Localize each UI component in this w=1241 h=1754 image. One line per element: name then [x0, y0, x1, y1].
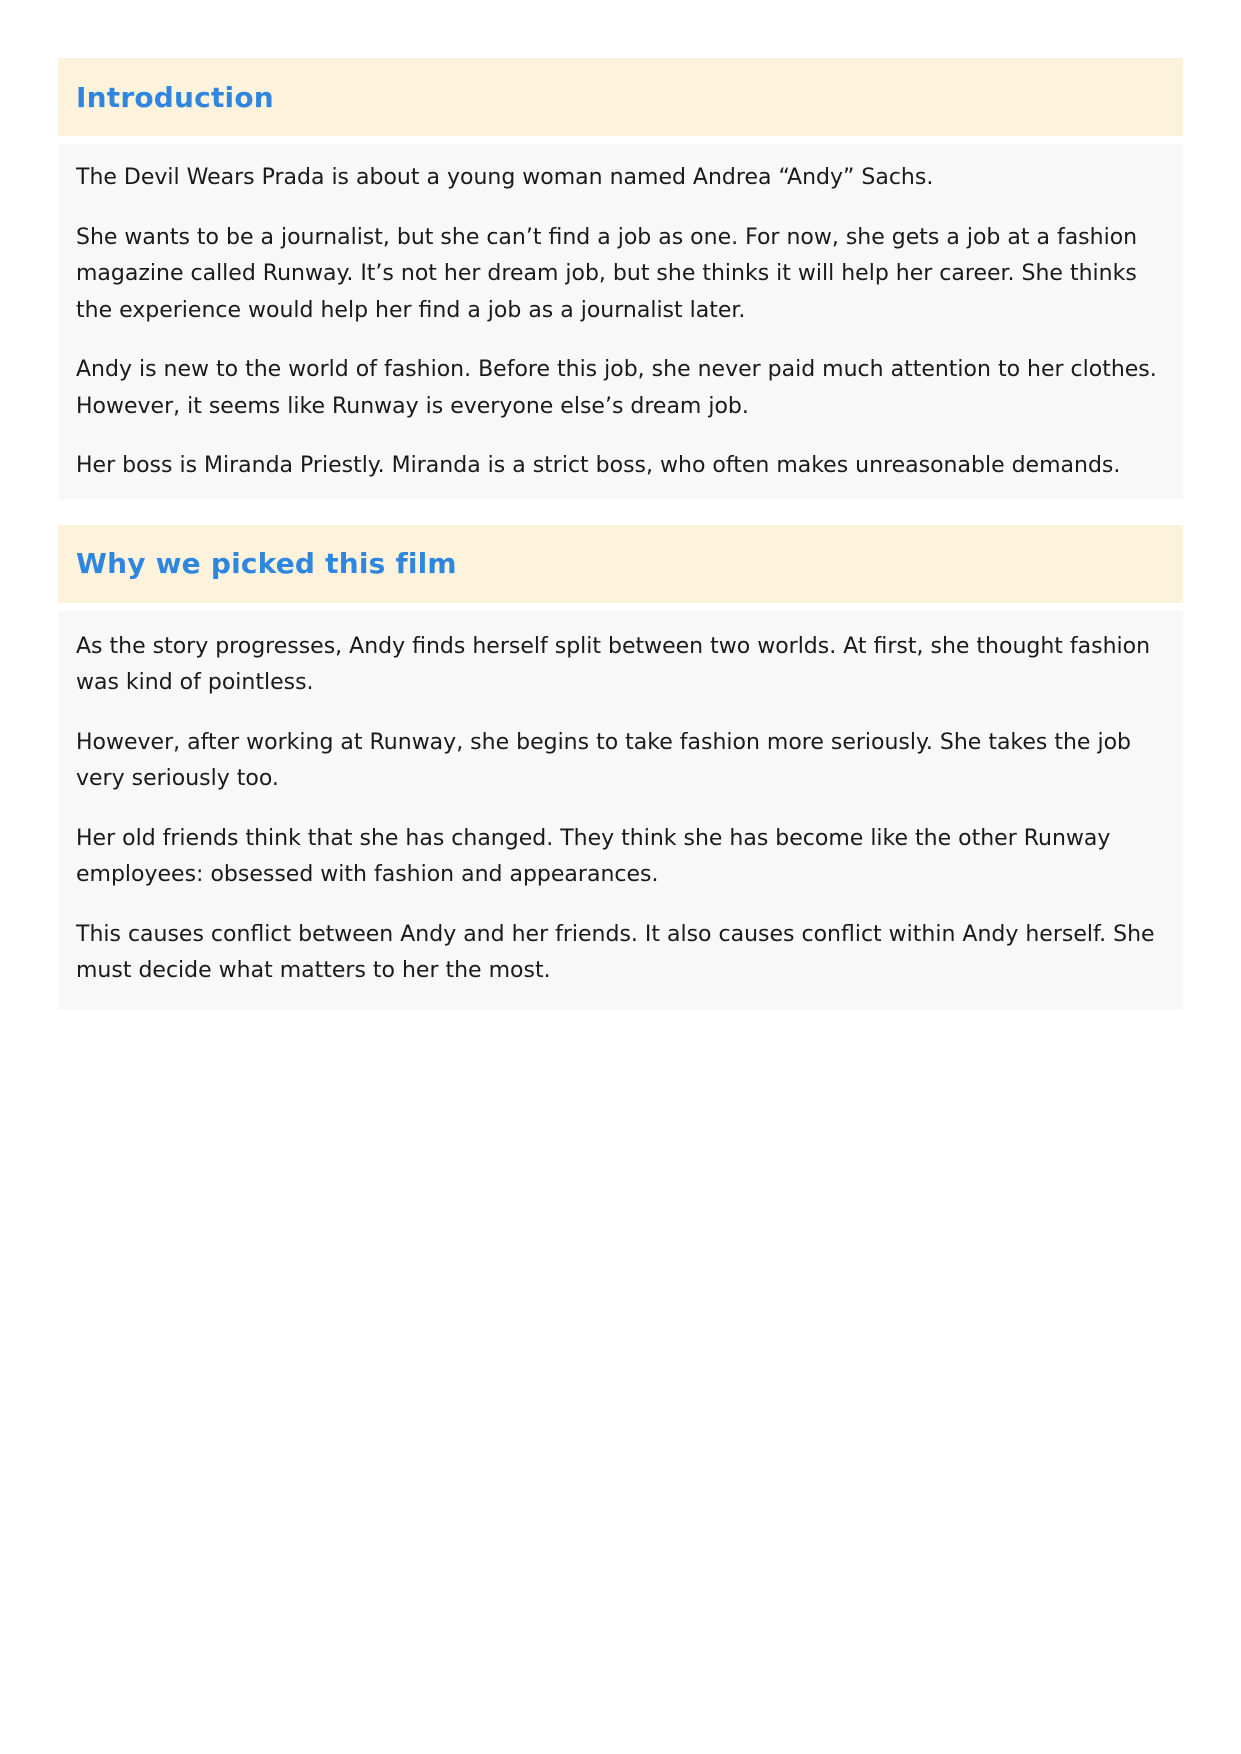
- section-title: Introduction: [76, 80, 274, 114]
- paragraph: Her old friends think that she has changed. They think she has become like the other Runway employees: obsessed with fashion and appearances.: [76, 825, 1111, 887]
- paragraph: The Devil Wears Prada is about a young woman named Andrea “Andy” Sachs.: [76, 165, 934, 190]
- paragraph: She wants to be a journalist, but she can’t find a job as one. For now, she gets a job at a fashion magazine called Runway. It’s not her dream job, but she thinks it will help her career. She thinks the experience would help her find a job as a journalist later.: [76, 224, 1138, 323]
- section-header: [58, 58, 1183, 136]
- section-header: [58, 525, 1183, 603]
- document-page: [58, 58, 1183, 1036]
- section-body: [58, 144, 1183, 499]
- introduction-section: [58, 58, 1183, 499]
- paragraph: This causes conflict between Andy and her friends. It also causes conflict within Andy herself. She must decide what matters to her the most.: [76, 921, 1155, 983]
- paragraph: However, after working at Runway, she begins to take fashion more seriously. She takes the job very seriously too.: [76, 729, 1132, 791]
- paragraph: Her boss is Miranda Priestly. Miranda is a strict boss, who often makes unreasonable demands.: [76, 453, 1121, 478]
- paragraph: Andy is new to the world of fashion. Before this job, she never paid much attention to her clothes. However, it seems like Runway is everyone else’s dream job.: [76, 357, 1157, 419]
- section-body: [58, 611, 1183, 1010]
- section-title: Why we picked this film: [76, 547, 457, 580]
- why-we-picked-section: [58, 525, 1183, 1010]
- paragraph: As the story progresses, Andy finds herself split between two worlds. At first, she thought fashion was kind of pointless.: [76, 633, 1151, 695]
